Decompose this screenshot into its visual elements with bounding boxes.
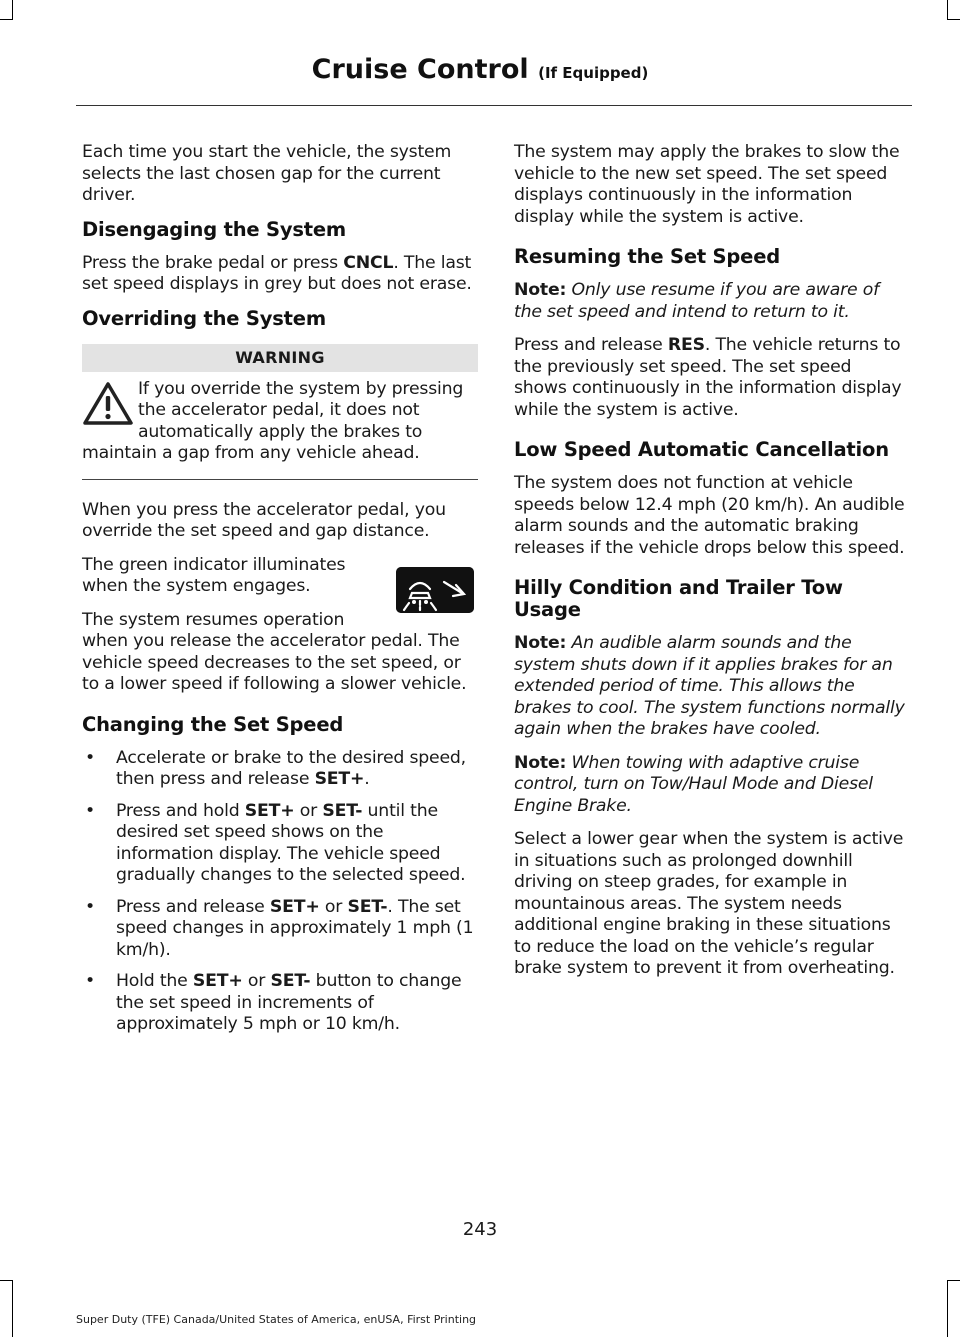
list-item-text: Press and hold <box>116 800 245 821</box>
brakes-paragraph: The system may apply the brakes to slow the vehicle to the new set speed. The set speed displays continuously in the information display while the system is active. <box>514 142 900 227</box>
crop-mark-top-right-v <box>947 0 948 20</box>
resume-text-post: . The vehicle returns to the previously set speed. The set speed shows continuously in the information display while the system is active. <box>514 335 902 420</box>
res-keyword: RES <box>667 335 705 355</box>
crop-mark-bottom-right-h <box>948 1280 960 1281</box>
list-item <box>82 897 478 962</box>
bullet: • <box>85 896 95 917</box>
list-item-text-end: . <box>364 769 370 789</box>
disengage-paragraph <box>82 253 478 296</box>
list-item <box>82 801 478 887</box>
list-item-text: Hold the <box>116 971 193 991</box>
list-item-text-end: . The set speed changes in approximately 1 mph (1 km/h). <box>116 896 474 960</box>
note-label: Note: <box>514 752 567 773</box>
page-title-main: Cruise Control <box>311 54 529 85</box>
bullet: • <box>85 971 95 991</box>
note-alarm <box>514 633 908 741</box>
set-minus-keyword: SET- <box>270 971 311 991</box>
warning-title: WARNING <box>82 344 478 372</box>
adaptive-cruise-indicator-icon <box>396 567 474 613</box>
crop-mark-top-left-v <box>12 0 13 20</box>
list-item-text-end: until the desired set speed shows on the information display. The vehicle speed gradually changes to the selected speed. <box>116 800 466 885</box>
list-item-text-end: button to change the set speed in increments of approximately 5 mph or 10 km/h. <box>116 971 462 1034</box>
crop-mark-top-left-h <box>0 19 12 20</box>
heading-changing-speed: Changing the Set Speed <box>82 712 344 736</box>
page-title-subtitle: (If Equipped) <box>538 64 649 82</box>
set-plus-keyword: SET+ <box>192 971 243 991</box>
warning-rule <box>82 479 478 480</box>
list-item-text-mid: or <box>319 896 348 917</box>
heading-hilly: Hilly Condition and Trailer Tow Usage <box>514 576 843 621</box>
heading-overriding: Overriding the System <box>82 306 326 330</box>
page-title <box>0 54 960 85</box>
set-minus-keyword: SET- <box>322 800 363 821</box>
list-item-text-mid: or <box>294 800 323 821</box>
note-label: Note: <box>514 280 567 300</box>
list-item-text: Accelerate or brake to the desired speed, then press and release <box>116 747 466 789</box>
override-paragraph: When you press the accelerator pedal, you override the set speed and gap distance. <box>82 499 446 541</box>
note-text: Only use resume if you are aware of the set speed and intend to return to it. <box>514 280 879 322</box>
warning-box <box>82 344 478 480</box>
right-column <box>514 142 908 992</box>
heading-low-speed: Low Speed Automatic Cancellation <box>514 438 889 461</box>
indicator-section <box>82 555 478 696</box>
set-plus-keyword: SET+ <box>244 800 295 821</box>
crop-mark-top-right-h <box>948 19 960 20</box>
change-speed-list <box>82 748 478 1036</box>
crop-mark-bottom-left-v <box>12 1280 13 1337</box>
list-item-text-mid: or <box>242 971 271 991</box>
bullet: • <box>85 747 95 768</box>
set-plus-keyword: SET+ <box>269 896 320 917</box>
resume-operation-paragraph: The system resumes operation when you release the accelerator pedal. The vehicle speed decreases to the set speed, or to a lower speed if following a slower vehicle. <box>82 609 467 694</box>
note-text: An audible alarm sounds and the system shuts down if it applies brakes for an extended period of time. This allows the brakes to cool. The system functions normally again when the brakes have cooled. <box>514 633 905 739</box>
header-rule <box>76 105 912 106</box>
heading-disengaging: Disengaging the System <box>82 217 347 241</box>
list-item-text: Press and release <box>116 896 270 917</box>
gap-paragraph: Each time you start the vehicle, the system selects the last chosen gap for the current driver. <box>82 142 452 205</box>
cncl-keyword: CNCL <box>343 252 394 273</box>
warning-body <box>82 372 478 465</box>
warning-text: If you override the system by pressing the accelerator pedal, it does not automatically apply the brakes to maintain a gap from any vehicle ahead. <box>82 378 464 463</box>
left-column <box>82 142 478 1046</box>
note-towing <box>514 753 908 818</box>
lower-gear-paragraph: Select a lower gear when the system is active in situations such as prolonged downhill driving on steep grades, for example in mountainous areas. The system needs additional engine braking in these situations to reduce the load on the vehicle’s regular brake system to prevent it from overheating. <box>514 829 904 978</box>
low-speed-paragraph: The system does not function at vehicle speeds below 12.4 mph (20 km/h). An audible alarm sounds and the automatic braking releases if the vehicle drops below this speed. <box>514 473 905 558</box>
warning-triangle-icon <box>82 381 134 427</box>
disengage-text-pre: Press the brake pedal or press <box>82 252 344 273</box>
resume-paragraph <box>514 335 908 421</box>
footer-text: Super Duty (TFE) Canada/United States of America, enUSA, First Printing <box>76 1313 477 1326</box>
note-label: Note: <box>514 633 567 653</box>
resume-text-pre: Press and release <box>514 335 668 355</box>
bullet: • <box>85 800 95 821</box>
green-indicator-paragraph: The green indicator illuminates when the system engages. <box>82 554 346 596</box>
list-item <box>82 748 478 791</box>
heading-resuming: Resuming the Set Speed <box>514 245 780 268</box>
set-minus-keyword: SET- <box>347 896 388 917</box>
crop-mark-bottom-left-h <box>0 1280 12 1281</box>
list-item <box>82 971 478 1036</box>
disengage-text-post: . The last set speed displays in grey but does not erase. <box>82 252 472 294</box>
set-plus-keyword: SET+ <box>314 769 365 789</box>
note-resume <box>514 280 908 323</box>
note-text: When towing with adaptive cruise control, turn on Tow/Haul Mode and Diesel Engine Brake. <box>514 752 873 816</box>
page-number: 243 <box>462 1219 498 1240</box>
crop-mark-bottom-right-v <box>947 1280 948 1337</box>
